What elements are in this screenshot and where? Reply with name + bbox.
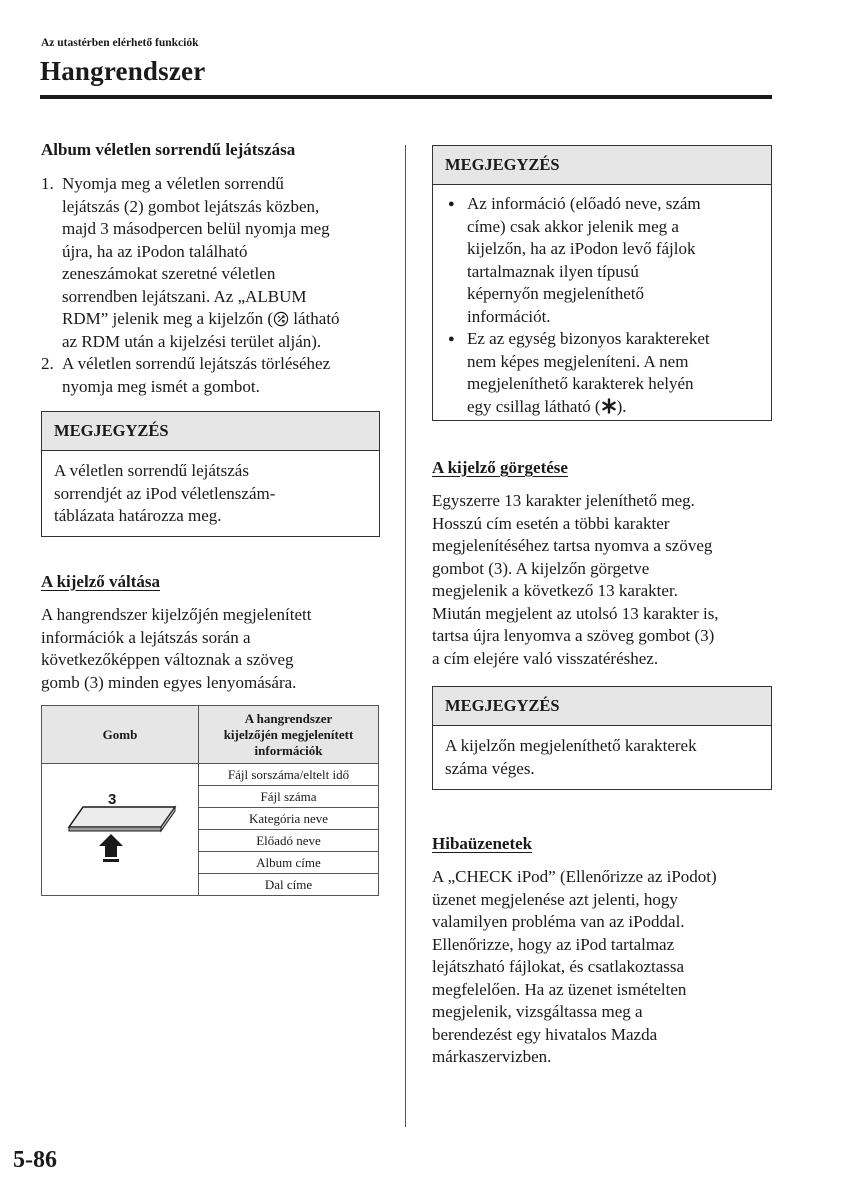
column-divider [405, 145, 406, 1127]
table-cell-info: Fájl száma [199, 786, 379, 808]
note-body: A kijelzőn megjeleníthető karakterek száma véges. [445, 736, 697, 778]
album-random-heading: Album véletlen sorrendű lejátszása [41, 140, 296, 159]
errors-heading: Hibaüzenetek [432, 834, 533, 853]
note-body [433, 185, 771, 418]
table-cell-info: Kategória neve [199, 808, 379, 830]
press-arrow-icon [99, 834, 123, 862]
table-cell-info: Előadó neve [199, 830, 379, 852]
album-random-steps [41, 173, 386, 398]
page-title: Hangrendszer [40, 56, 206, 86]
note-box-chars [432, 686, 772, 790]
table-cell-info: Album címe [199, 852, 379, 874]
scroll-heading: A kijelző görgetése [432, 458, 568, 477]
table-header-info: A hangrendszer kijelzőjén megjelenített információk [199, 706, 379, 764]
note-header: MEGJEGYZÉS [42, 412, 379, 451]
note-box-random [41, 411, 380, 537]
table-header-row [42, 706, 379, 764]
note-header: MEGJEGYZÉS [433, 687, 771, 726]
title-rule [40, 95, 772, 99]
step-1: 1. Nyomja meg a véletlen sorrendű lejátszás (2) gombot lejátszás közben, majd 3 másodpercen belül nyomja meg újra, ha az iPodon található zeneszámokat szeretné véletlen sorrendben lejátszani. Az „ALBUM RDM” jelenik meg a kijelzőn ( látható az RDM után a kijelzési terület alján). [41, 174, 340, 351]
button-3-illustration [55, 787, 185, 873]
scroll-text: Egyszerre 13 karakter jeleníthető meg. Hosszú cím esetén a többi karakter megjelenítéséhez tartsa nyomva a szöveg gombot (3). A kijelzőn görgetve megjelenik a következő 13 karakter. Miután megjelent az utolsó 13 karakter is, tartsa újra lenyomva a szöveg gombot (3) a cím elejére való visszatéréshez. [432, 491, 719, 668]
table-header-button: Gomb [42, 706, 199, 764]
page-number: 5-86 [13, 1147, 57, 1173]
display-switch-text: A hangrendszer kijelzőjén megjelenített információk a lejátszás során a következőképpen változnak a szöveg gomb (3) minden egyes lenyomására. [41, 605, 312, 692]
display-switch-heading: A kijelző váltása [41, 572, 160, 591]
note-box-info [432, 145, 772, 421]
table-cell-info: Dal címe [199, 874, 379, 896]
button-3-label: 3 [108, 791, 117, 808]
note-bullet: ● Az információ (előadó neve, szám címe) csak akkor jelenik meg a kijelzőn, ha az iPodon levő fájlok tartalmaznak ilyen típusú képernyőn megjeleníthető információt. [448, 194, 701, 326]
note-body: A véletlen sorrendű lejátszás sorrendjét az iPod véletlenszám- táblázata határozza meg. [54, 461, 276, 525]
note-bullet: ● Ez az egység bizonyos karaktereket nem képes megjeleníteni. A nem megjeleníthető karakterek helyén egy csillag látható ( ). [448, 329, 710, 416]
button-illustration-cell [42, 764, 199, 896]
random-play-icon [273, 311, 289, 327]
display-info-table [41, 705, 379, 896]
section-label: Az utastérben elérhető funkciók [41, 37, 199, 49]
errors-text: A „CHECK iPod” (Ellenőrizze az iPodot) üzenet megjelenése azt jelenti, hogy valamilyen probléma van az iPoddal. Ellenőrizze, hogy az iPod tartalmaz lejátszható fájlokat, és csatlakoztassa megfelelően. Ha az üzenet ismételten megjelenik, vizsgáltassa meg a berendezést egy hivatalos Mazda márkaszervizben. [432, 867, 717, 1066]
step-2: 2. A véletlen sorrendű lejátszás törléséhez nyomja meg ismét a gombot. [41, 354, 331, 396]
table-cell-info: Fájl sorszáma/eltelt idő [199, 764, 379, 786]
table-row [42, 764, 379, 786]
note-header: MEGJEGYZÉS [433, 146, 771, 185]
asterisk-icon [601, 398, 617, 414]
